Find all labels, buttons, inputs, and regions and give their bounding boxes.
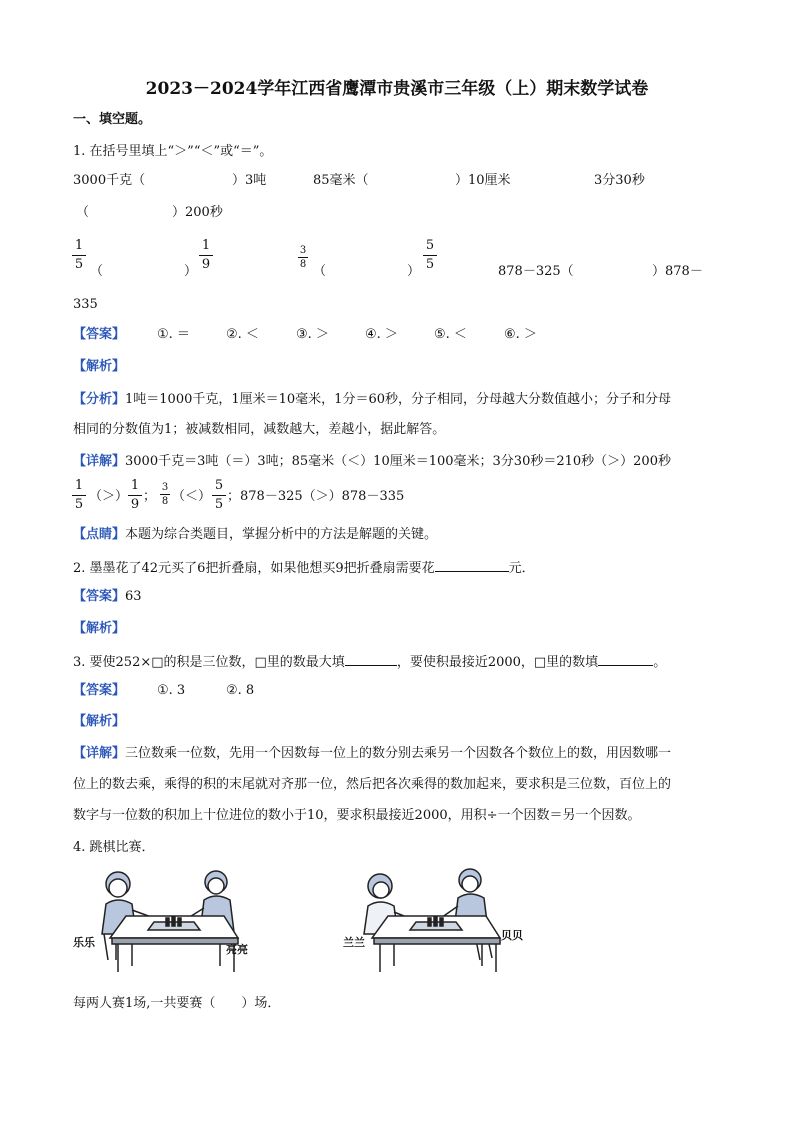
q1-item-3-paren: （ [76, 205, 90, 220]
q2-answer-blank[interactable] [435, 557, 509, 572]
q3-xiangjie-line-2: 位上的数去乘，乘得的积的末尾就对齐那一位，然后把各次乘得的数加起来，要求积是三位数，百位上的 [73, 777, 672, 792]
detail-fraction-one-ninth: 1 9 [128, 478, 142, 513]
q2-answer: 【答案】63 [73, 589, 142, 604]
q3-xiangjie-line-1: 【详解】三位数乘一位数，先用一个因数每一位上的数分别去乘另一个因数各个数位上的数，用因数哪一 [73, 746, 672, 761]
checkers-game-illustration-left [96, 866, 271, 976]
q3-answer-1: ①. 3 [157, 683, 186, 698]
fraction-three-eighths: 3 8 [299, 245, 307, 270]
q2-jiexi-tag: 【解析】 [73, 621, 126, 636]
detail-lt-sign: （＜） [172, 489, 212, 504]
name-beibei: 贝贝 [501, 929, 523, 942]
checkers-game-illustration-right [362, 866, 512, 976]
q1-fenxi-line-1: 【分析】1吨＝1000千克，1厘米＝10毫米，1分＝60秒，分子相同，分母越大分数值越小；分子和分母 [73, 392, 671, 407]
q3-stem: 3. 要使252×□的积是三位数，□里的数最大填 ，要使积最接近2000，□里的数填 。 [73, 651, 666, 672]
q1-item-6-right: ）878－ [652, 264, 703, 279]
q1-dianjing: 【点睛】本题为综合类题目，掌握分析中的方法是解题的关键。 [73, 527, 438, 542]
fraction-one-fifth: 1 5 [72, 238, 86, 273]
q4-question: 每两人赛1场,一共要赛（ ）场． [73, 996, 281, 1011]
q1-answer-tag: 【答案】 [73, 327, 126, 342]
name-lanlan: 兰兰 [343, 936, 365, 949]
q1-answer-5: ⑤. ＜ [434, 327, 467, 342]
fraction-five-fifths: 5 5 [423, 238, 437, 273]
q1-item-6-tail: 335 [73, 297, 98, 312]
name-liangliang: 亮亮 [226, 943, 248, 956]
q1-stem: 1. 在括号里填上“＞”“＜”或“＝”。 [73, 144, 273, 159]
section-heading: 一、填空题。 [73, 112, 152, 127]
detail-fraction-three-eighths: 3 8 [161, 482, 169, 507]
q1-fenxi-line-2: 相同的分数值为1；被减数相同，减数越大，差越小，据此解答。 [73, 422, 446, 437]
detail-gt-sign: （＞） [89, 489, 129, 504]
detail-subtraction-compare: ；878－325（＞）878－335 [227, 489, 405, 504]
q1-item-1-right: ）3吨 [232, 173, 267, 188]
fraction-one-ninth: 1 9 [199, 238, 213, 273]
q3-xiangjie-line-3: 数字与一位数的积加上十位进位的数小于10，要求积最接近2000，用积÷一个因数＝另一个因数。 [73, 808, 641, 823]
q1-item-5-paren-close: ） [407, 264, 421, 279]
q2-stem: 2. 墨墨花了42元买了6把折叠扇，如果他想买9把折叠扇需要花 元． [73, 557, 535, 578]
q3-blank-2[interactable] [598, 651, 653, 666]
q1-jiexi-tag: 【解析】 [73, 359, 126, 374]
q1-item-2-left: 85毫米（ [313, 173, 369, 188]
q4-stem: 4. 跳棋比赛． [73, 840, 155, 855]
q1-answer-3: ③. ＞ [296, 327, 329, 342]
page-title: 2023－2024学年江西省鹰潭市贵溪市三年级（上）期末数学试卷 [145, 79, 649, 99]
q1-xiangjie-line-1: 【详解】3000千克＝3吨（＝）3吨；85毫米（＜）10厘米＝100毫米；3分30秒＝210秒（＞）200秒 [73, 454, 671, 469]
q1-item-6-left: 878－325（ [498, 264, 574, 279]
q3-jiexi-tag: 【解析】 [73, 714, 126, 729]
q1-item-4-paren-close: ） [184, 264, 198, 279]
detail-semicolon: ； [143, 489, 157, 504]
name-lele: 乐乐 [73, 936, 95, 949]
q3-answer-tag: 【答案】 [73, 683, 126, 698]
q1-item-3-left: 3分30秒 [594, 173, 645, 188]
q1-answer-2: ②. ＜ [226, 327, 259, 342]
q1-item-3-right: ）200秒 [172, 205, 223, 220]
q1-item-5-paren-open: （ [313, 264, 327, 279]
q1-answer-1: ①. ＝ [157, 327, 190, 342]
detail-fraction-five-fifths: 5 5 [212, 478, 226, 513]
q1-item-4-paren-open: （ [90, 264, 104, 279]
q3-answer-2: ②. 8 [226, 683, 255, 698]
q1-answer-4: ④. ＞ [365, 327, 398, 342]
q1-item-1-left: 3000千克（ [73, 173, 146, 188]
q1-item-2-right: ）10厘米 [455, 173, 511, 188]
detail-fraction-one-fifth: 1 5 [72, 478, 86, 513]
q1-answer-6: ⑥. ＞ [504, 327, 537, 342]
q3-blank-1[interactable] [345, 651, 397, 666]
